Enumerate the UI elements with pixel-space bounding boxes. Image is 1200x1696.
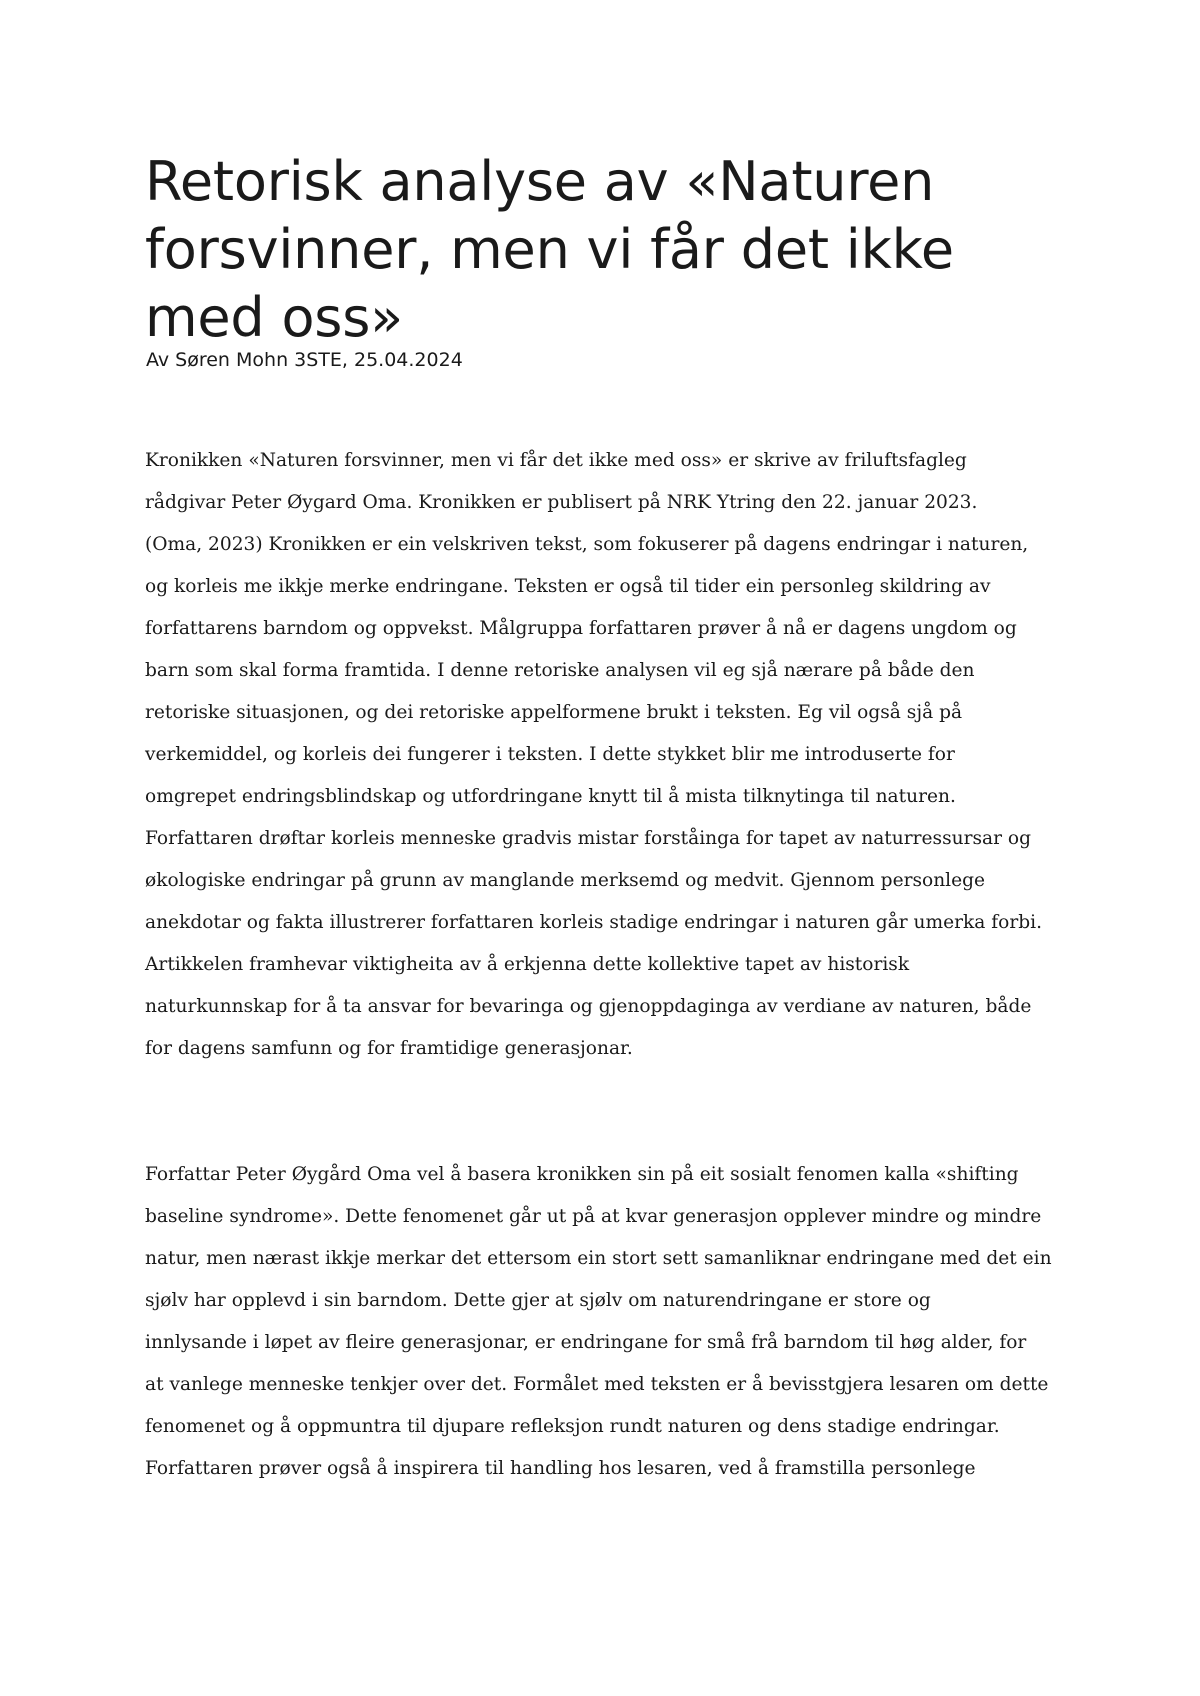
paragraph-line: verkemiddel, og korleis dei fungerer i teksten. I dette stykket blir me introduserte for — [145, 744, 955, 765]
paragraph-shifting-baseline — [145, 1154, 1075, 1490]
paragraph-line: økologiske endringar på grunn av manglande merksemd og medvit. Gjennom personlege — [145, 870, 986, 891]
paragraph-line: og korleis me ikkje merke endringane. Teksten er også til tider ein personleg skildring av — [145, 576, 991, 597]
paragraph-line: Forfattaren prøver også å inspirera til handling hos lesaren, ved å framstilla personlege — [145, 1458, 976, 1479]
paragraph-line: Artikkelen framhevar viktigheita av å erkjenna dette kollektive tapet av historisk — [145, 954, 910, 975]
document-title — [145, 148, 1065, 352]
paragraph-line: Forfattaren drøftar korleis menneske gradvis mistar forståinga for tapet av naturressursar og — [145, 828, 1031, 849]
paragraph-line: Forfattar Peter Øygård Oma vel å basera kronikken sin på eit sosialt fenomen kalla «shifting — [145, 1164, 1019, 1185]
paragraph-line: sjølv har opplevd i sin barndom. Dette gjer at sjølv om naturendringane er store og — [145, 1290, 931, 1311]
byline: Av Søren Mohn 3STE, 25.04.2024 — [146, 349, 463, 371]
paragraph-line: anekdotar og fakta illustrerer forfattaren korleis stadige endringar i naturen går umerka forbi. — [145, 912, 1043, 933]
paragraph-line: retoriske situasjonen, og dei retoriske appelformene brukt i teksten. Eg vil også sjå på — [145, 702, 963, 723]
title-line-3: med oss» — [145, 286, 404, 349]
paragraph-line: for dagens samfunn og for framtidige generasjonar. — [145, 1038, 633, 1059]
paragraph-line: forfattarens barndom og oppvekst. Målgruppa forfattaren prøver å nå er dagens ungdom og — [145, 618, 1017, 639]
paragraph-line: natur, men nærast ikkje merkar det ettersom ein stort sett samanliknar endringane med det ein — [145, 1248, 1052, 1269]
paragraph-line: naturkunnskap for å ta ansvar for bevaringa og gjenoppdaginga av verdiane av naturen, både — [145, 996, 1032, 1017]
title-line-2: forsvinner, men vi får det ikke — [145, 218, 954, 281]
paragraph-line: fenomenet og å oppmuntra til djupare refleksjon rundt naturen og dens stadige endringar. — [145, 1416, 1000, 1437]
paragraph-line: at vanlege menneske tenkjer over det. Formålet med teksten er å bevisstgjera lesaren om dette — [145, 1374, 1049, 1395]
paragraph-line: Kronikken «Naturen forsvinner, men vi får det ikke med oss» er skrive av friluftsfagleg — [145, 450, 967, 471]
paragraph-intro — [145, 440, 1075, 1070]
paragraph-line: barn som skal forma framtida. I denne retoriske analysen vil eg sjå nærare på både den — [145, 660, 975, 681]
title-line-1: Retorisk analyse av «Naturen — [145, 150, 935, 213]
paragraph-line: omgrepet endringsblindskap og utfordringane knytt til å mista tilknytinga til naturen. — [145, 786, 956, 807]
paragraph-line: (Oma, 2023) Kronikken er ein velskriven tekst, som fokuserer på dagens endringar i naturen, — [145, 534, 1029, 555]
paragraph-line: baseline syndrome». Dette fenomenet går ut på at kvar generasjon opplever mindre og mindre — [145, 1206, 1042, 1227]
paragraph-line: innlysande i løpet av fleire generasjonar, er endringane for små frå barndom til høg alder, for — [145, 1332, 1027, 1353]
paragraph-line: rådgivar Peter Øygard Oma. Kronikken er publisert på NRK Ytring den 22. januar 2023. — [145, 492, 978, 513]
